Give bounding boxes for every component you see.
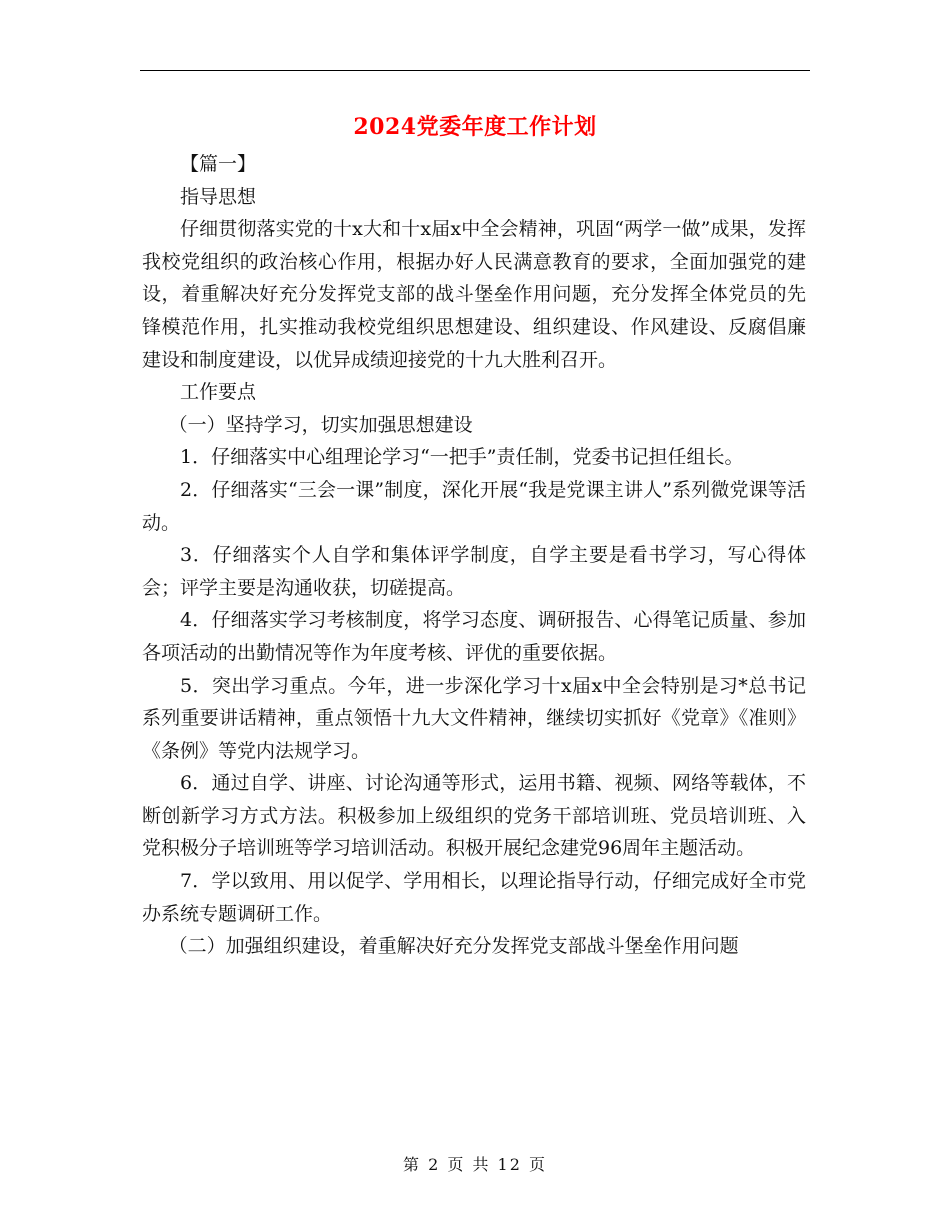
header-rule	[140, 70, 810, 71]
section-subheading: （一）坚持学习，切实加强思想建设	[168, 413, 473, 436]
list-item: 6．通过自学、讲座、讨论沟通等形式，运用书籍、视频、网络等载体，不断创新学习方式方法。积极参加上级组织的党务干部培训班、党员培训班、入党积极分子培训班等学习培训活动。积极开展纪念建党96周年主题活动。	[142, 772, 806, 860]
section-subheading: （二）加强组织建设，着重解决好充分发挥党支部战斗堡垒作用问题	[168, 935, 739, 958]
document-body	[142, 148, 806, 963]
paragraph: 仔细贯彻落实党的十x大和十x届x中全会精神，巩固“两学一做”成果，发挥我校党组织的政治核心作用，根据办好人民满意教育的要求，全面加强党的建设，着重解决好充分发挥党支部的战斗堡垒作用问题，充分发挥全体党员的先锋模范作用，扎实推动我校党组织思想建设、组织建设、作风建设、反腐倡廉建设和制度建设，以优异成绩迎接党的十九大胜利召开。	[142, 218, 806, 371]
page-number: 第 2 页 共 12 页	[403, 1155, 547, 1174]
document-title: 2024党委年度工作计划	[353, 114, 597, 140]
subheading: 指导思想	[180, 185, 257, 208]
list-item: 3．仔细落实个人自学和集体评学制度，自学主要是看书学习，写心得体会；评学主要是沟通收获，切磋提高。	[142, 544, 806, 599]
list-item: 1．仔细落实中心组理论学习“一把手”责任制，党委书记担任组长。	[180, 446, 744, 469]
section-heading: 【篇一】	[180, 153, 257, 175]
list-item: 5．突出学习重点。今年，进一步深化学习十x届x中全会特别是习*总书记系列重要讲话精神，重点领悟十九大文件精神，继续切实抓好《党章》《准则》《条例》等党内法规学习。	[142, 674, 806, 762]
list-item: 7．学以致用、用以促学、学用相长，以理论指导行动，仔细完成好全市党办系统专题调研工作。	[142, 870, 806, 925]
list-item: 4．仔细落实学习考核制度，将学习态度、调研报告、心得笔记质量、参加各项活动的出勤情况等作为年度考核、评优的重要依据。	[142, 609, 806, 664]
list-item: 2．仔细落实“三会一课”制度，深化开展“我是党课主讲人”系列微党课等活动。	[142, 478, 806, 534]
subheading: 工作要点	[180, 381, 257, 404]
